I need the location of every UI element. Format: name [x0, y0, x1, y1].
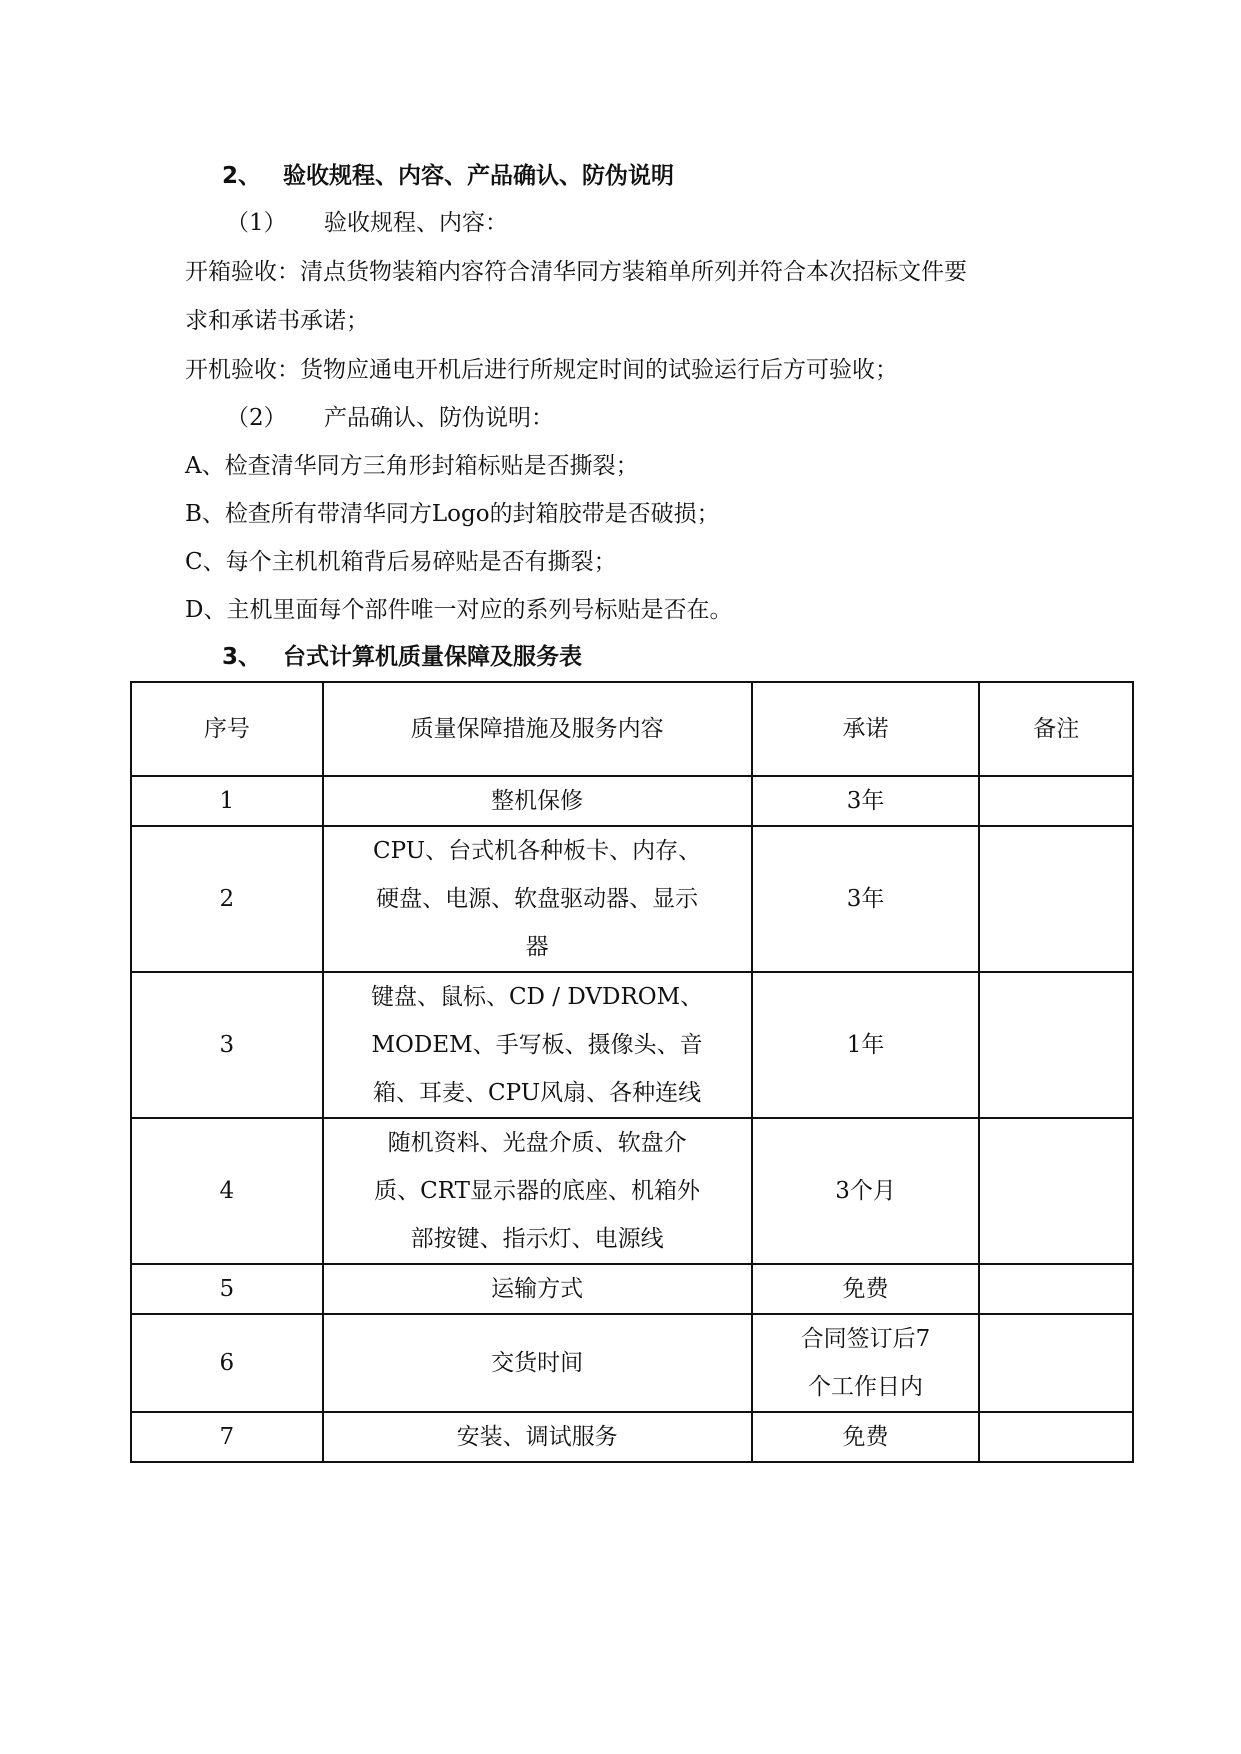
- header-promise: 承诺: [752, 682, 980, 776]
- row-note: [979, 826, 1133, 972]
- row-promise-text: 1年: [846, 1032, 885, 1058]
- row-desc: [323, 972, 752, 1118]
- subsection-2-heading: [226, 398, 554, 438]
- row-note: [979, 776, 1133, 826]
- table-row: [131, 1314, 1133, 1412]
- table-row: [131, 776, 1133, 826]
- row-no: 4: [131, 1118, 323, 1264]
- section-3-heading: [222, 637, 582, 677]
- poweron-paragraph: 开机验收：货物应通电开机后进行所规定时间的试验运行后方可验收；: [185, 357, 898, 383]
- subsection-2-number: （2）: [226, 405, 287, 431]
- row-desc: [323, 776, 752, 826]
- row-promise-text: 3个月: [835, 1178, 896, 1204]
- row-no: 3: [131, 972, 323, 1118]
- row-desc: [323, 826, 752, 972]
- subsection-1-heading: [226, 203, 508, 243]
- row-promise-text: 免费: [842, 1276, 889, 1302]
- section-3-number: 3、: [222, 644, 262, 670]
- table-row: [131, 1118, 1133, 1264]
- row-promise: [752, 1118, 980, 1264]
- row-no: 2: [131, 826, 323, 972]
- row-desc: [323, 1314, 752, 1412]
- section-2-number: 2、: [222, 163, 262, 189]
- row-no: 1: [131, 776, 323, 826]
- row-promise: [752, 776, 980, 826]
- table-row: [131, 972, 1133, 1118]
- row-promise: [752, 826, 980, 972]
- row-desc-text: 交货时间: [491, 1350, 584, 1376]
- row-promise-text: 免费: [842, 1424, 889, 1450]
- row-note: [979, 1412, 1133, 1462]
- row-desc-text: 整机保修: [491, 788, 584, 814]
- row-note: [979, 1264, 1133, 1314]
- section-3-title: 台式计算机质量保障及服务表: [283, 644, 583, 670]
- row-promise: [752, 972, 980, 1118]
- header-note: 备注: [979, 682, 1133, 776]
- section-2-title: 验收规程、内容、产品确认、防伪说明: [283, 163, 675, 189]
- subsection-1-title: 验收规程、内容：: [323, 210, 508, 236]
- header-no: 序号: [131, 682, 323, 776]
- row-desc-text: CPU、台式机各种板卡、内存、硬盘、电源、软盘驱动器、显示器: [373, 838, 702, 960]
- row-desc-text: 随机资料、光盘介质、软盘介质、CRT显示器的底座、机箱外部按键、指示灯、电源线: [374, 1130, 700, 1252]
- check-item-b: B、检查所有带清华同方Logo的封箱胶带是否破损；: [185, 501, 720, 527]
- row-note: [979, 1118, 1133, 1264]
- table-row: [131, 1412, 1133, 1462]
- row-no: 5: [131, 1264, 323, 1314]
- row-no: 6: [131, 1314, 323, 1412]
- row-no: 7: [131, 1412, 323, 1462]
- row-desc: [323, 1412, 752, 1462]
- header-desc: 质量保障措施及服务内容: [323, 682, 752, 776]
- row-note: [979, 972, 1133, 1118]
- row-desc: [323, 1118, 752, 1264]
- table-row: [131, 1264, 1133, 1314]
- check-item-a: A、检查清华同方三角形封箱标贴是否撕裂；: [185, 453, 639, 479]
- check-item-c: C、每个主机机箱背后易碎贴是否有撕裂；: [185, 549, 617, 575]
- subsection-1-number: （1）: [226, 210, 287, 236]
- row-note: [979, 1314, 1133, 1412]
- row-promise: [752, 1264, 980, 1314]
- row-promise: [752, 1314, 980, 1412]
- row-desc: [323, 1264, 752, 1314]
- check-item-d: D、主机里面每个部件唯一对应的系列号标贴是否在。: [185, 597, 733, 623]
- row-promise-text: 3年: [846, 788, 885, 814]
- table-row: [131, 826, 1133, 972]
- subsection-2-title: 产品确认、防伪说明：: [323, 405, 554, 431]
- service-table: [130, 681, 1134, 1463]
- row-promise-text: 合同签订后7个工作日内: [800, 1326, 931, 1400]
- unboxing-paragraph-line-1: 开箱验收：清点货物装箱内容符合清华同方装箱单所列并符合本次招标文件要: [185, 259, 967, 285]
- row-promise-text: 3年: [846, 886, 885, 912]
- row-desc-text: 安装、调试服务: [456, 1424, 618, 1450]
- unboxing-paragraph-line-2: 求和承诺书承诺；: [185, 308, 369, 334]
- row-desc-text: 运输方式: [491, 1276, 584, 1302]
- row-desc-text: 键盘、鼠标、CD / DVDROM、MODEM、手写板、摄像头、音箱、耳麦、CPU风扇、各种连线: [370, 984, 704, 1106]
- section-2-heading: [222, 156, 674, 196]
- table-header-row: [131, 682, 1133, 776]
- row-promise: [752, 1412, 980, 1462]
